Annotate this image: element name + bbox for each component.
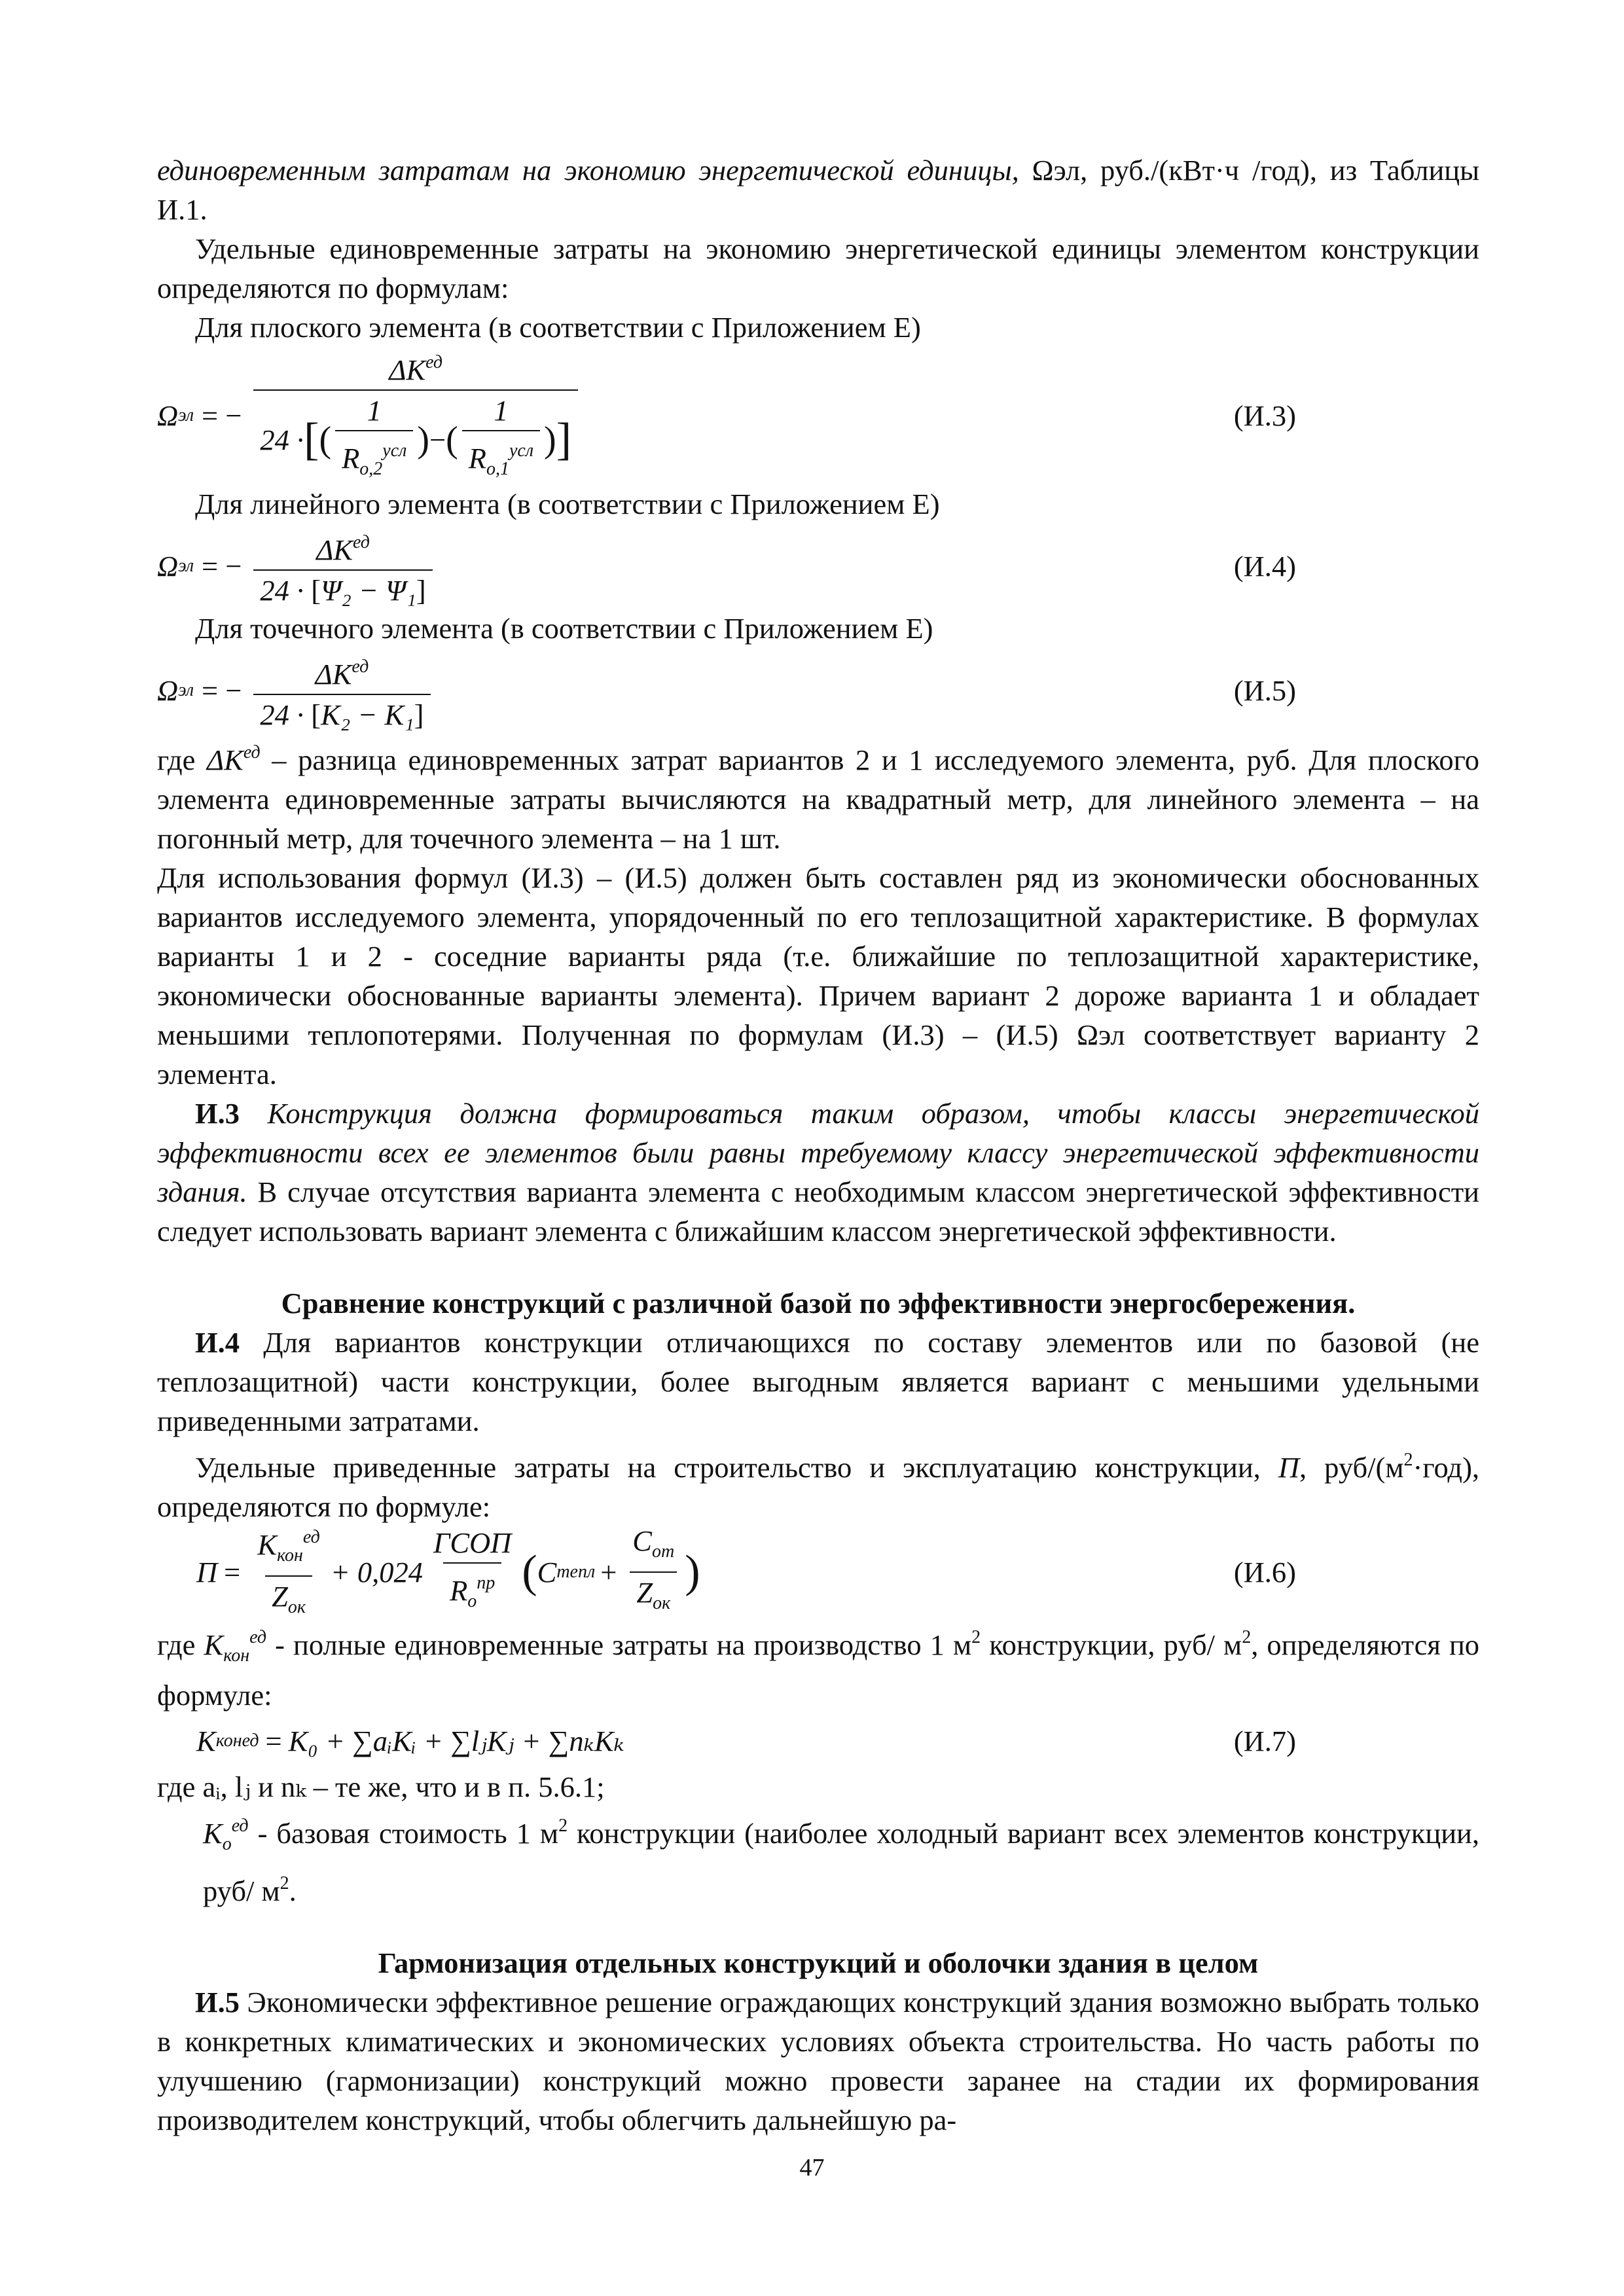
equation-number-i7: (И.7) <box>1233 1725 1296 1757</box>
equation-number-i6: (И.6) <box>1233 1556 1296 1588</box>
formula-i7: K кон ед = K₀ + ∑aᵢKᵢ + ∑lⱼKⱼ + ∑nₖKₖ (И.7) <box>157 1715 1479 1767</box>
formula-i3: Ω эл = − $\Delta K^{ед}$ 24 · [ ( $\frac{1}{R_{о,2}^{усл}}$ ) − ( $\frac{1}{R_{о,1}^{усл}}$ ) ] (И.3) <box>157 347 1479 484</box>
section-heading-harmonization: Гармонизация отдельных конструкций и оболочки здания в целом <box>378 1946 1259 1979</box>
page-body <box>157 151 1479 2140</box>
equation-number-i5: (И.5) <box>1233 674 1296 707</box>
page-number: 47 <box>799 2154 825 2181</box>
label-flat-element: Для плоского элемента (в соответствии с Приложением Е) <box>195 311 921 344</box>
paragraph-series: Для использования формул (И.3) – (И.5) должен быть составлен ряд из экономически обоснованных вариантов исследуемого элемента, упорядоченный по его теплозащитной характеристике. В формулах варианты 1 и 2 - соседние варианты ряда (т.е. ближайшие по теплозащитной характеристике, экономически обоснованные варианты элемента). Причем вариант 2 дороже варианта 1 и обладает меньшими теплопотерями. Полученная по формулам (И.3) – (И.5) Ωэл соответствует варианту 2 элемента. <box>157 861 1479 1090</box>
formula-i6: П = $\frac{K_{кон}^{ед}}{Z_{ок}}$ + 0,024 $\frac{\text{ГСОП}}{R_о^{пр}}$ ( C тепл + $\frac{C_{от}}{Z_{ок}}$ ) (И.6) <box>157 1526 1479 1618</box>
formula-i5: Ω эл = − $\frac{\Delta K^{ед}}{\text{24 · [K₂ − K₁]}}$ (И.5) <box>157 648 1479 733</box>
paragraph-unit-costs: Удельные единовременные затраты на экономию энергетической единицы элементом конструкции определяются по формулам: <box>157 232 1479 304</box>
paragraph-where-dk: где $\Delta K^{ед}$ – разница единовременных затрат вариантов 2 и 1 исследуемого элемента, руб. Для плоского элемента единовременные затраты вычисляются на квадратный метр, для линейного элемента – на погонный метр, для точечного элемента – на 1 шт. <box>157 742 1479 855</box>
paragraph-i5: И.5 Экономически эффективное решение ограждающих конструкций здания возможно выбрать только в конкретных климатических и экономических условиях объекта строительства. Но часть работы по улучшению (гармонизации) конструкций можно провести заранее на стадии их формирования производителем конструкций, чтобы облегчить дальнейшую ра- <box>157 1986 1479 2136</box>
equation-number-i3: (И.3) <box>1233 399 1296 432</box>
label-point-element: Для точечного элемента (в соответствии с Приложением Е) <box>195 612 933 645</box>
paragraph-i4: И.4 Для вариантов конструкции отличающихся по составу элементов или по базовой (не теплозащитной) части конструкции, более выгодным является вариант с меньшими удельными приведенными затратами. <box>157 1326 1479 1437</box>
fraction-i3: $\Delta K^{ед}$ 24 · [ ( $\frac{1}{R_{о,2}^{усл}}$ ) − ( $\frac{1}{R_{о,1}^{усл}}$ ) ] <box>253 343 578 489</box>
paragraph-i3: И.3 Конструкция должна формироваться таким образом, чтобы классы энергетической эффективности всех ее элементов были равны требуемому классу энергетической эффективности здания. В случае отсутствия варианта элемента с необходимым классом энергетической эффективности следует использовать вариант элемента с ближайшим классом энергетической эффективности. <box>157 1097 1479 1247</box>
paragraph-where-kkon: где $K_{кон}^{ед}$ - полные единовременные затраты на производство 1 $м^2$ конструкции, руб/ $м^2$, определяются по формуле: <box>157 1627 1480 1712</box>
paragraph-where-coeffs: где aᵢ, lⱼ и nₖ – те же, что и в п. 5.6.1; <box>157 1770 605 1803</box>
fraction-i4: $\frac{\Delta K^{ед}}{\text{24 · [Ψ₂ − Ψ₁]}}$ <box>253 523 432 610</box>
fraction-i5: $\frac{\Delta K^{ед}}{\text{24 · [K₂ − K₁]}}$ <box>253 647 430 734</box>
intro-italic: единовременным затратам на экономию энергетической единицы, <box>157 154 1019 187</box>
section-heading-comparison: Сравнение конструкций с различной базой по эффективности энергосбережения. <box>281 1287 1356 1319</box>
intro-rest: Ωэл, руб./(кВт·ч /год), из Таблицы И.1. <box>157 154 1480 226</box>
paragraph-reduced-costs: Удельные приведенные затраты на строительство и эксплуатацию конструкции, П, руб/$(м^2\cdot год)$, определяются по формуле: <box>157 1450 1480 1523</box>
paragraph-intro <box>157 151 1479 229</box>
formula-i4: Ω эл = − $\frac{\Delta K^{ед}}{\text{24 · [Ψ₂ − Ψ₁]}}$ (И.4) <box>157 524 1479 609</box>
label-linear-element: Для линейного элемента (в соответствии с Приложением Е) <box>195 488 940 520</box>
equation-number-i4: (И.4) <box>1233 550 1296 583</box>
paragraph-base-cost: $K_о^{ед}$ - базовая стоимость 1 $м^2$ конструкции (наиболее холодный вариант всех элементов конструкции, руб/ $м^2$. <box>203 1816 1479 1907</box>
